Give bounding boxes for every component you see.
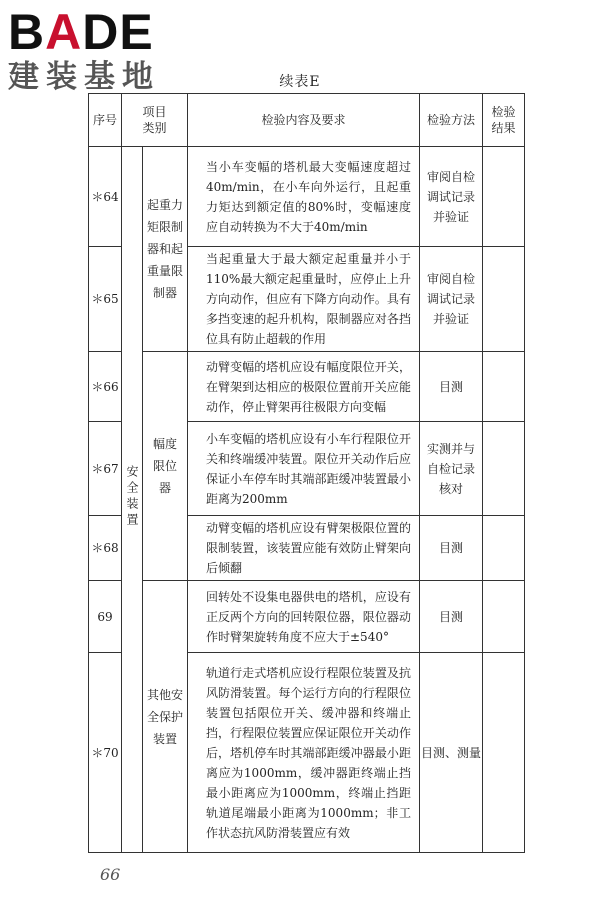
- row-no: ＊66: [89, 352, 122, 422]
- header-no: 序号: [89, 94, 122, 147]
- row-no: ＊65: [89, 247, 122, 352]
- result-cell: [483, 352, 525, 422]
- table-row: [89, 581, 525, 653]
- header-method: 检验方法: [420, 94, 483, 147]
- result-cell: [483, 653, 525, 853]
- page-number: 66: [100, 865, 121, 884]
- group-cell: 安全装置: [122, 147, 143, 853]
- header-category: 项目类别: [122, 94, 188, 147]
- requirement-text: 回转处不设集电器供电的塔机，应设有正反两个方向的回转限位器，限位器动作时臂架旋转角度不应大于±540°: [188, 581, 420, 653]
- row-no: 69: [89, 581, 122, 653]
- table-row: [89, 352, 525, 422]
- method-cell: 目测: [420, 516, 483, 581]
- requirement-text: 轨道行走式塔机应设行程限位装置及抗风防滑装置。每个运行方向的行程限位装置包括限位开关、缓冲器和终端止挡，行程限位装置应保证限位开关动作后，塔机停车时其端部距缓冲器最小距离应为1000mm，缓冲器距终端止挡最小距离应为1000mm，终端止挡距轨道尾端最小距离为1000mm；非工作状态抗风防滑装置应有效: [188, 653, 420, 853]
- method-cell: 审阅自检调试记录并验证: [420, 147, 483, 247]
- result-cell: [483, 422, 525, 516]
- row-no: ＊70: [89, 653, 122, 853]
- logo-wordmark: BADE: [8, 4, 154, 60]
- subcategory-cell: 其他安全保护装置: [143, 581, 188, 853]
- header-result: 检验结果: [483, 94, 525, 147]
- method-cell: 目测、测量: [420, 653, 483, 853]
- requirement-text: 小车变幅的塔机应设有小车行程限位开关和终端缓冲装置。限位开关动作后应保证小车停车时其端部距缓冲装置最小距离为200mm: [188, 422, 420, 516]
- header-content: 检验内容及要求: [188, 94, 420, 147]
- result-cell: [483, 581, 525, 653]
- method-cell: 实测并与自检记录核对: [420, 422, 483, 516]
- row-no: ＊68: [89, 516, 122, 581]
- result-cell: [483, 516, 525, 581]
- subcategory-cell: 起重力矩限制器和起重量限制器: [143, 147, 188, 352]
- requirement-text: 动臂变幅的塔机应设有臂架极限位置的限制装置，该装置应能有效防止臂架向后倾翻: [188, 516, 420, 581]
- subcategory-cell: 幅度限位器: [143, 352, 188, 581]
- result-cell: [483, 147, 525, 247]
- header-row: [89, 94, 525, 147]
- requirement-text: 动臂变幅的塔机应设有幅度限位开关，在臂架到达相应的极限位置前开关应能动作，停止臂架再往极限方向变幅: [188, 352, 420, 422]
- logo-subtitle: 建装基地: [8, 59, 160, 95]
- method-cell: 目测: [420, 581, 483, 653]
- method-cell: 目测: [420, 352, 483, 422]
- table-row: [89, 147, 525, 247]
- method-cell: 审阅自检调试记录并验证: [420, 247, 483, 352]
- result-cell: [483, 247, 525, 352]
- requirement-text: 当小车变幅的塔机最大变幅速度超过40m/min，在小车向外运行，且起重力矩达到额定值的80%时，变幅速度应自动转换为不大于40m/min: [188, 147, 420, 247]
- requirement-text: 当起重量大于最大额定起重量并小于110%最大额定起重量时，应停止上升方向动作，但应有下降方向动作。具有多挡变速的起升机构，限制器应对各挡位具有防止超载的作用: [188, 247, 420, 352]
- table-title: 续表E: [279, 74, 321, 90]
- row-no: ＊67: [89, 422, 122, 516]
- row-no: ＊64: [89, 147, 122, 247]
- inspection-table: [88, 93, 525, 853]
